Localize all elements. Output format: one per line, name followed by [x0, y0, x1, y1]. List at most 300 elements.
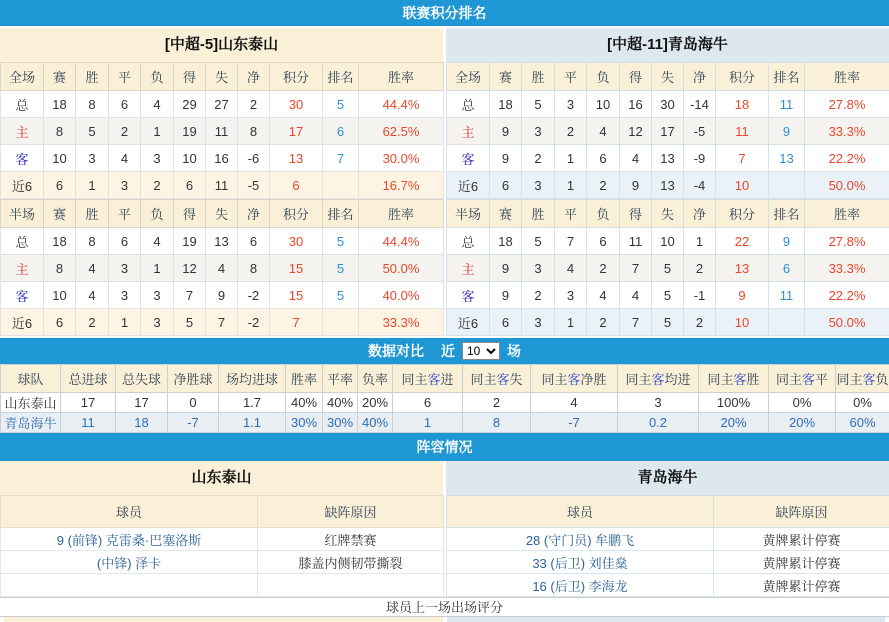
- near-label: 近: [441, 343, 455, 359]
- column-header: 胜: [76, 63, 109, 91]
- table-cell: 7: [323, 145, 359, 172]
- table-cell: [323, 309, 359, 336]
- table-cell: 1: [555, 309, 587, 336]
- table-cell: 5: [522, 228, 555, 255]
- table-cell: 7: [620, 309, 652, 336]
- squad-right-team: [446, 461, 889, 597]
- table-cell: 30%: [323, 413, 358, 433]
- table-cell: 30%: [286, 413, 323, 433]
- table-cell: 100%: [699, 393, 769, 413]
- table-cell: -14: [684, 91, 716, 118]
- table-cell: 9: [769, 228, 805, 255]
- column-header: 胜率: [286, 365, 323, 393]
- left-absence-table: [0, 495, 444, 597]
- table-cell: 5: [323, 255, 359, 282]
- column-header: 全场: [447, 63, 490, 91]
- table-cell: 8: [238, 118, 270, 145]
- table-cell: 40%: [323, 393, 358, 413]
- column-header: 赛: [44, 200, 76, 228]
- table-row: [1, 91, 444, 118]
- table-cell: 22.2%: [805, 282, 889, 309]
- table-cell: 5: [652, 282, 684, 309]
- table-cell: 27: [206, 91, 238, 118]
- table-cell: 9: [490, 145, 522, 172]
- table-cell: 6: [587, 228, 620, 255]
- table-cell: 0.2: [618, 413, 699, 433]
- table-cell: 10: [716, 172, 769, 199]
- table-cell: 4: [587, 282, 620, 309]
- table-cell: 8: [44, 118, 76, 145]
- table-cell: 4: [141, 91, 174, 118]
- table-cell: 主: [447, 255, 490, 282]
- table-cell: 5: [522, 91, 555, 118]
- column-header: 积分: [716, 63, 769, 91]
- match-count-select[interactable]: [462, 342, 500, 360]
- table-cell: 33.3%: [805, 255, 889, 282]
- table-cell: 11: [716, 118, 769, 145]
- table-cell: 2: [76, 309, 109, 336]
- right-absence-table: [446, 495, 889, 597]
- table-cell: 山东泰山: [1, 393, 61, 413]
- table-cell: 6: [270, 172, 323, 199]
- column-header: 负率: [358, 365, 393, 393]
- table-cell: [258, 574, 444, 597]
- table-cell: 40%: [286, 393, 323, 413]
- left-half-match-table: [0, 199, 444, 336]
- table-cell: 9: [490, 118, 522, 145]
- table-cell: 13: [769, 145, 805, 172]
- table-cell: 18: [490, 91, 522, 118]
- table-row: [1, 145, 444, 172]
- column-header: 同主客净胜: [531, 365, 618, 393]
- column-header: 赛: [490, 63, 522, 91]
- table-cell: 30.0%: [359, 145, 444, 172]
- table-cell: 5: [76, 118, 109, 145]
- table-cell: 6: [587, 145, 620, 172]
- table-cell: 10: [44, 145, 76, 172]
- player-link[interactable]: 16 (后卫) 李海龙: [447, 574, 714, 597]
- section-header-player-ratings: 球员上一场出场评分: [0, 597, 889, 617]
- next-section-cutoff: [0, 617, 889, 622]
- column-header: 赛: [44, 63, 76, 91]
- table-cell: 4: [109, 145, 141, 172]
- column-header: 胜率: [805, 63, 889, 91]
- table-cell: 6: [44, 309, 76, 336]
- table-cell: 0%: [769, 393, 836, 413]
- column-header: 平: [109, 63, 141, 91]
- table-cell: 22: [716, 228, 769, 255]
- right-half-match-table: [446, 199, 889, 336]
- table-cell: 1: [141, 118, 174, 145]
- column-header: 积分: [270, 63, 323, 91]
- table-cell: -7: [168, 413, 219, 433]
- table-row: [1, 282, 444, 309]
- table-row: [447, 574, 889, 597]
- table-cell: 18: [716, 91, 769, 118]
- table-cell: 4: [587, 118, 620, 145]
- table-cell: 40.0%: [359, 282, 444, 309]
- column-header: 平: [555, 63, 587, 91]
- table-cell: 5: [652, 309, 684, 336]
- left-squad-team-title: 山东泰山: [0, 461, 443, 495]
- column-header: 负: [141, 200, 174, 228]
- table-cell: 9: [769, 118, 805, 145]
- table-cell: -2: [238, 282, 270, 309]
- table-cell: 6: [174, 172, 206, 199]
- table-cell: 33.3%: [359, 309, 444, 336]
- table-cell: 近6: [1, 309, 44, 336]
- table-cell: 8: [44, 255, 76, 282]
- table-cell: 2: [522, 282, 555, 309]
- column-header: 平: [109, 200, 141, 228]
- table-row: [447, 528, 889, 551]
- column-header: 球队: [1, 365, 61, 393]
- table-cell: 1: [393, 413, 463, 433]
- table-cell: [769, 172, 805, 199]
- table-cell: [1, 574, 258, 597]
- table-row: [447, 172, 889, 199]
- table-cell: 3: [618, 393, 699, 413]
- table-cell: 3: [141, 282, 174, 309]
- table-row: [447, 228, 889, 255]
- right-full-match-table: [446, 62, 889, 199]
- table-cell: 60%: [836, 413, 889, 433]
- table-cell: 29: [174, 91, 206, 118]
- table-cell: 9: [206, 282, 238, 309]
- table-cell: 2: [238, 91, 270, 118]
- table-cell: 6: [393, 393, 463, 413]
- table-cell: 16: [206, 145, 238, 172]
- table-cell: 15: [270, 255, 323, 282]
- table-cell: 7: [555, 228, 587, 255]
- table-cell: 2: [587, 309, 620, 336]
- table-cell: 总: [447, 91, 490, 118]
- table-cell: 13: [652, 145, 684, 172]
- column-header: 胜率: [359, 63, 444, 91]
- table-row: [447, 255, 889, 282]
- table-cell: 13: [206, 228, 238, 255]
- table-cell: 8: [463, 413, 531, 433]
- table-row: [447, 309, 889, 336]
- table-cell: 19: [174, 228, 206, 255]
- table-cell: 黄牌累计停赛: [714, 551, 889, 574]
- table-cell: 4: [76, 282, 109, 309]
- table-cell: 20%: [358, 393, 393, 413]
- table-cell: 10: [716, 309, 769, 336]
- table-header-row: [447, 63, 889, 91]
- table-cell: 黄牌累计停赛: [714, 528, 889, 551]
- table-cell: 4: [531, 393, 618, 413]
- column-header: 净: [238, 63, 270, 91]
- column-header: 积分: [270, 200, 323, 228]
- table-cell: 15: [270, 282, 323, 309]
- table-header-row: [1, 63, 444, 91]
- table-cell: 50.0%: [805, 309, 889, 336]
- table-cell: 总: [1, 228, 44, 255]
- table-cell: 2: [522, 145, 555, 172]
- column-header: 同主客胜: [699, 365, 769, 393]
- column-header: 胜率: [805, 200, 889, 228]
- left-full-match-table: [0, 62, 444, 199]
- table-header-row: [1, 496, 444, 528]
- table-cell: 9: [716, 282, 769, 309]
- column-header: 负: [141, 63, 174, 91]
- table-row: [447, 91, 889, 118]
- table-cell: 11: [769, 282, 805, 309]
- table-row: [447, 118, 889, 145]
- table-cell: 8: [76, 228, 109, 255]
- squad-section: [0, 461, 889, 597]
- table-row: [1, 228, 444, 255]
- table-cell: 4: [141, 228, 174, 255]
- table-cell: 总: [447, 228, 490, 255]
- table-row: [1, 172, 444, 199]
- column-header: 同主客平: [769, 365, 836, 393]
- table-cell: 6: [109, 228, 141, 255]
- column-header: 失: [206, 63, 238, 91]
- column-header: 失: [652, 200, 684, 228]
- table-cell: 3: [555, 282, 587, 309]
- table-cell: 8: [238, 255, 270, 282]
- table-row: [447, 145, 889, 172]
- table-header-row: [1, 200, 444, 228]
- column-header: 得: [620, 63, 652, 91]
- column-header: 球员: [447, 496, 714, 528]
- table-cell: 7: [620, 255, 652, 282]
- table-header-row: [447, 200, 889, 228]
- table-cell: 13: [270, 145, 323, 172]
- column-header: 胜: [522, 200, 555, 228]
- table-cell: 10: [587, 91, 620, 118]
- player-link[interactable]: (中锋) 泽卡: [1, 551, 258, 574]
- column-header: 净: [684, 63, 716, 91]
- squad-left-team: [0, 461, 443, 597]
- table-cell: 近6: [447, 172, 490, 199]
- column-header: 排名: [323, 200, 359, 228]
- left-team-title: [中超-5]山东泰山: [0, 28, 443, 62]
- table-cell: 2: [463, 393, 531, 413]
- column-header: 同主客进: [393, 365, 463, 393]
- column-header: 总进球: [61, 365, 116, 393]
- column-header: 胜率: [359, 200, 444, 228]
- table-cell: 18: [44, 91, 76, 118]
- table-cell: 客: [447, 282, 490, 309]
- table-cell: 11: [206, 118, 238, 145]
- column-header: 净: [684, 200, 716, 228]
- table-cell: 4: [620, 145, 652, 172]
- column-header: 缺阵原因: [258, 496, 444, 528]
- table-cell: -4: [684, 172, 716, 199]
- table-cell: -5: [684, 118, 716, 145]
- table-cell: 44.4%: [359, 228, 444, 255]
- column-header: 半场: [1, 200, 44, 228]
- table-cell: 6: [238, 228, 270, 255]
- table-cell: 3: [109, 255, 141, 282]
- table-cell: 50.0%: [359, 255, 444, 282]
- table-cell: 2: [587, 172, 620, 199]
- table-cell: 3: [522, 118, 555, 145]
- table-cell: 红牌禁赛: [258, 528, 444, 551]
- table-cell: 20%: [769, 413, 836, 433]
- column-header: 负: [587, 200, 620, 228]
- table-cell: -6: [238, 145, 270, 172]
- table-cell: 17: [116, 393, 168, 413]
- table-cell: 19: [174, 118, 206, 145]
- table-cell: 11: [206, 172, 238, 199]
- table-cell: 16: [620, 91, 652, 118]
- table-row: [1, 255, 444, 282]
- table-cell: 30: [270, 228, 323, 255]
- table-cell: 1.1: [219, 413, 286, 433]
- table-cell: 44.4%: [359, 91, 444, 118]
- table-cell: 1: [141, 255, 174, 282]
- table-cell: 9: [490, 282, 522, 309]
- table-cell: 3: [76, 145, 109, 172]
- column-header: 排名: [769, 200, 805, 228]
- table-cell: 6: [44, 172, 76, 199]
- table-cell: 17: [652, 118, 684, 145]
- table-cell: 6: [769, 255, 805, 282]
- table-cell: 3: [522, 255, 555, 282]
- data-compare-table: [0, 364, 889, 433]
- table-cell: [769, 309, 805, 336]
- table-cell: 27.8%: [805, 91, 889, 118]
- table-cell: 0%: [836, 393, 889, 413]
- table-row: [1, 574, 444, 597]
- column-header: 失: [652, 63, 684, 91]
- table-cell: 6: [323, 118, 359, 145]
- table-cell: 30: [652, 91, 684, 118]
- table-cell: 3: [522, 172, 555, 199]
- table-cell: 18: [116, 413, 168, 433]
- table-cell: -7: [531, 413, 618, 433]
- table-row: [447, 282, 889, 309]
- table-cell: 主: [1, 118, 44, 145]
- table-cell: 1: [109, 309, 141, 336]
- column-header: 总失球: [116, 365, 168, 393]
- column-header: 得: [620, 200, 652, 228]
- column-header: 球员: [1, 496, 258, 528]
- column-header: 同主客负: [836, 365, 889, 393]
- table-cell: 4: [206, 255, 238, 282]
- table-cell: 10: [44, 282, 76, 309]
- table-cell: 18: [490, 228, 522, 255]
- table-cell: 5: [323, 228, 359, 255]
- table-cell: 客: [1, 282, 44, 309]
- table-row: [1, 118, 444, 145]
- table-cell: 9: [490, 255, 522, 282]
- table-cell: 膝盖内侧韧带撕裂: [258, 551, 444, 574]
- table-cell: 30: [270, 91, 323, 118]
- table-cell: 16.7%: [359, 172, 444, 199]
- table-cell: -1: [684, 282, 716, 309]
- table-cell: -5: [238, 172, 270, 199]
- table-cell: 2: [684, 309, 716, 336]
- column-header: 胜: [76, 200, 109, 228]
- table-cell: 11: [61, 413, 116, 433]
- table-cell: 7: [206, 309, 238, 336]
- column-header: 同主客失: [463, 365, 531, 393]
- table-cell: 7: [174, 282, 206, 309]
- column-header: 平率: [323, 365, 358, 393]
- table-cell: 1.7: [219, 393, 286, 413]
- table-cell: 22.2%: [805, 145, 889, 172]
- right-team-band-cutoff: [447, 617, 886, 622]
- column-header: 积分: [716, 200, 769, 228]
- table-cell: 11: [620, 228, 652, 255]
- table-cell: 4: [620, 282, 652, 309]
- table-cell: 17: [61, 393, 116, 413]
- table-cell: 8: [76, 91, 109, 118]
- table-cell: 5: [174, 309, 206, 336]
- table-cell: [323, 172, 359, 199]
- table-cell: 主: [1, 255, 44, 282]
- table-cell: 2: [109, 118, 141, 145]
- section-header-league-ranking: 联赛积分排名: [0, 0, 889, 26]
- table-cell: -9: [684, 145, 716, 172]
- table-cell: 5: [652, 255, 684, 282]
- table-cell: 12: [620, 118, 652, 145]
- table-row: [1, 393, 889, 413]
- table-cell: 5: [323, 282, 359, 309]
- table-cell: 18: [44, 228, 76, 255]
- player-link[interactable]: 33 (后卫) 刘佳燊: [447, 551, 714, 574]
- player-link[interactable]: 28 (守门员) 牟鹏飞: [447, 528, 714, 551]
- column-header: 平: [555, 200, 587, 228]
- table-cell: 12: [174, 255, 206, 282]
- table-cell: 3: [555, 91, 587, 118]
- table-row: [447, 551, 889, 574]
- table-cell: 客: [1, 145, 44, 172]
- column-header: 得: [174, 200, 206, 228]
- table-cell: 黄牌累计停赛: [714, 574, 889, 597]
- standings-left-team: [0, 28, 443, 336]
- table-cell: 9: [620, 172, 652, 199]
- table-cell: 3: [141, 309, 174, 336]
- table-cell: 13: [716, 255, 769, 282]
- table-cell: 10: [174, 145, 206, 172]
- table-cell: 近6: [1, 172, 44, 199]
- column-header: 净: [238, 200, 270, 228]
- table-cell: 11: [769, 91, 805, 118]
- column-header: 净胜球: [168, 365, 219, 393]
- column-header: 得: [174, 63, 206, 91]
- table-row: [1, 528, 444, 551]
- standings-section: [0, 28, 889, 336]
- compare-title: 数据对比: [368, 343, 424, 359]
- table-cell: 6: [490, 309, 522, 336]
- table-cell: 客: [447, 145, 490, 172]
- table-cell: 1: [684, 228, 716, 255]
- table-cell: 总: [1, 91, 44, 118]
- table-cell: 7: [716, 145, 769, 172]
- table-cell: 4: [555, 255, 587, 282]
- table-cell: 6: [109, 91, 141, 118]
- column-header: 场均进球: [219, 365, 286, 393]
- table-header-row: [1, 365, 889, 393]
- section-header-squad: 阵容情况: [0, 433, 889, 461]
- player-link[interactable]: 9 (前锋) 克雷桑·巴塞洛斯: [1, 528, 258, 551]
- matches-label: 场: [507, 343, 521, 359]
- section-header-data-compare: [0, 338, 889, 364]
- table-row: [1, 413, 889, 433]
- table-cell: 50.0%: [805, 172, 889, 199]
- table-cell: 40%: [358, 413, 393, 433]
- table-cell: 3: [522, 309, 555, 336]
- table-cell: 4: [76, 255, 109, 282]
- column-header: 排名: [323, 63, 359, 91]
- column-header: 全场: [1, 63, 44, 91]
